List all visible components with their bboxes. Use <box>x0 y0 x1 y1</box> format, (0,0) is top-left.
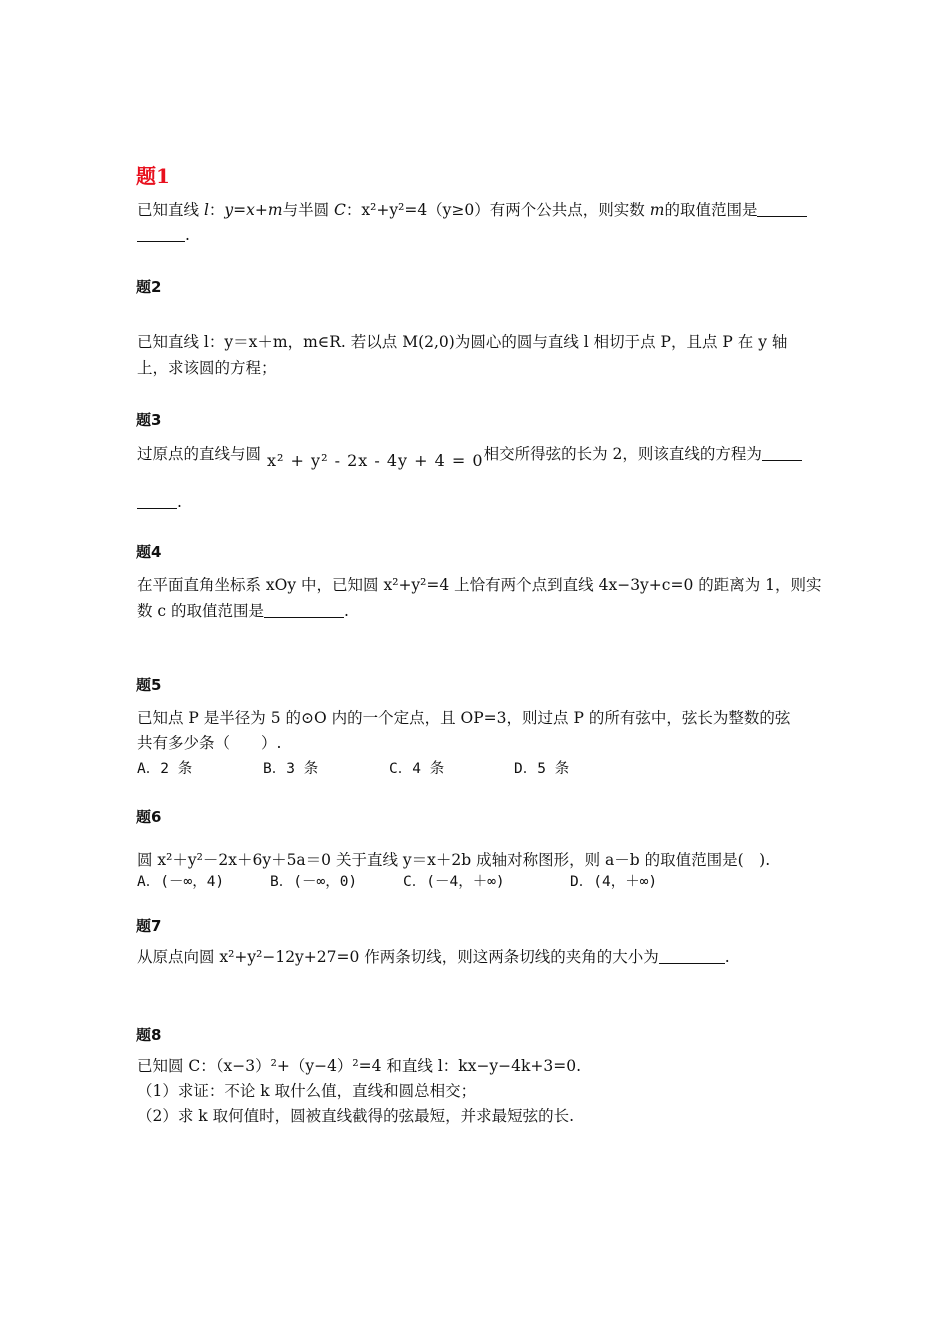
q1-answer-blank-cont[interactable] <box>137 227 185 242</box>
q1-var-m: m <box>649 201 665 219</box>
q3-text: 相交所得弦的长为 2，则该直线的方程为 <box>483 445 762 463</box>
q8-part2: （2）求 k 取何值时，圆被直线截得的弦最短，并求最短弦的长. <box>137 1107 575 1125</box>
q4-answer-blank[interactable] <box>264 603 344 618</box>
q1-line2 <box>137 225 190 245</box>
q1-circle-name: C <box>334 201 346 219</box>
q4-text: 数 c 的取值范围是 <box>137 602 265 620</box>
q3-circle-equation: x² + y² - 2x - 4y + 4 = 0 <box>267 451 484 470</box>
q6-title: 题6 <box>136 808 162 826</box>
q8-part1: （1）求证：不论 k 取什么值，直线和圆总相交； <box>137 1082 477 1100</box>
q4-title: 题4 <box>136 543 162 561</box>
q5-line1: 已知点 P 是半径为 5 的⊙O 内的一个定点，且 OP=3，则过点 P 的所有弦中，弦长为整数的弦 <box>137 709 791 727</box>
q1-line1 <box>137 200 807 220</box>
q5-choice-d[interactable]: D．5 条 <box>514 761 570 777</box>
q1-text: 的取值范围是 <box>664 201 758 219</box>
q2-line2: 上，求该圆的方程； <box>137 359 277 377</box>
q5-choice-c[interactable]: C．4 条 <box>389 761 445 777</box>
q6-choice-c[interactable]: C．(－4，＋∞) <box>403 874 505 890</box>
q5-choice-b[interactable]: B．3 条 <box>263 761 319 777</box>
q1-text: 与半圆 <box>282 201 335 219</box>
q1-text: 有两个公共点，则实数 <box>489 201 650 219</box>
q1-circle-equation: x²+y²=4（y≥0） <box>361 201 490 219</box>
q8-line1: 已知圆 C：（x−3）²+（y−4）²=4 和直线 l：kx−y−4k+3=0. <box>137 1057 582 1075</box>
q2-line1: 已知直线 l：y＝x＋m，m∈R. 若以点 M(2,0)为圆心的圆与直线 l 相切于点 P，且点 P 在 y 轴 <box>137 333 788 351</box>
q1-title: 题1 <box>136 164 170 188</box>
q7-text: 从原点向圆 x²+y²−12y+27=0 作两条切线，则这两条切线的夹角的大小为 <box>137 948 659 966</box>
q1-text: ： <box>208 201 225 219</box>
q6-choice-b[interactable]: B．(－∞，0) <box>270 874 358 890</box>
q7-line1 <box>137 947 730 967</box>
q6-line1: 圆 x²＋y²－2x＋6y＋5a＝0 关于直线 y＝x＋2b 成轴对称图形，则 a－b 的取值范围是( ). <box>137 851 771 869</box>
q7-period: . <box>724 948 730 966</box>
q3-line2 <box>137 492 182 512</box>
q1-answer-blank[interactable] <box>757 202 807 217</box>
q4-line2 <box>137 601 349 621</box>
q3-text: 过原点的直线与圆 <box>137 445 262 463</box>
q7-answer-blank[interactable] <box>659 949 725 964</box>
q1-text: 已知直线 <box>137 201 204 219</box>
q1-text: ： <box>345 201 362 219</box>
q5-choice-a[interactable]: A．2 条 <box>137 761 193 777</box>
q3-answer-blank-cont[interactable] <box>137 494 177 509</box>
q4-period: . <box>344 602 349 620</box>
q6-choice-d[interactable]: D．(4，＋∞) <box>570 874 658 890</box>
q1-period: . <box>185 226 190 244</box>
q1-line-name: l <box>203 201 209 219</box>
q3-period: . <box>177 493 182 511</box>
q8-title: 题8 <box>136 1026 162 1044</box>
q6-choice-a[interactable]: A．(－∞，4) <box>137 874 225 890</box>
q7-title: 题7 <box>136 917 162 935</box>
q4-line1: 在平面直角坐标系 xOy 中，已知圆 x²+y²=4 上恰有两个点到直线 4x−3y+c=0 的距离为 1，则实 <box>137 576 822 594</box>
q1-line-equation: y=x+m <box>224 201 283 219</box>
q5-title: 题5 <box>136 676 162 694</box>
q3-line1 <box>137 444 802 470</box>
q3-answer-blank[interactable] <box>762 446 802 461</box>
q5-line2: 共有多少条（ ）. <box>137 734 282 752</box>
q2-title: 题2 <box>136 278 162 296</box>
q3-title: 题3 <box>136 411 162 429</box>
